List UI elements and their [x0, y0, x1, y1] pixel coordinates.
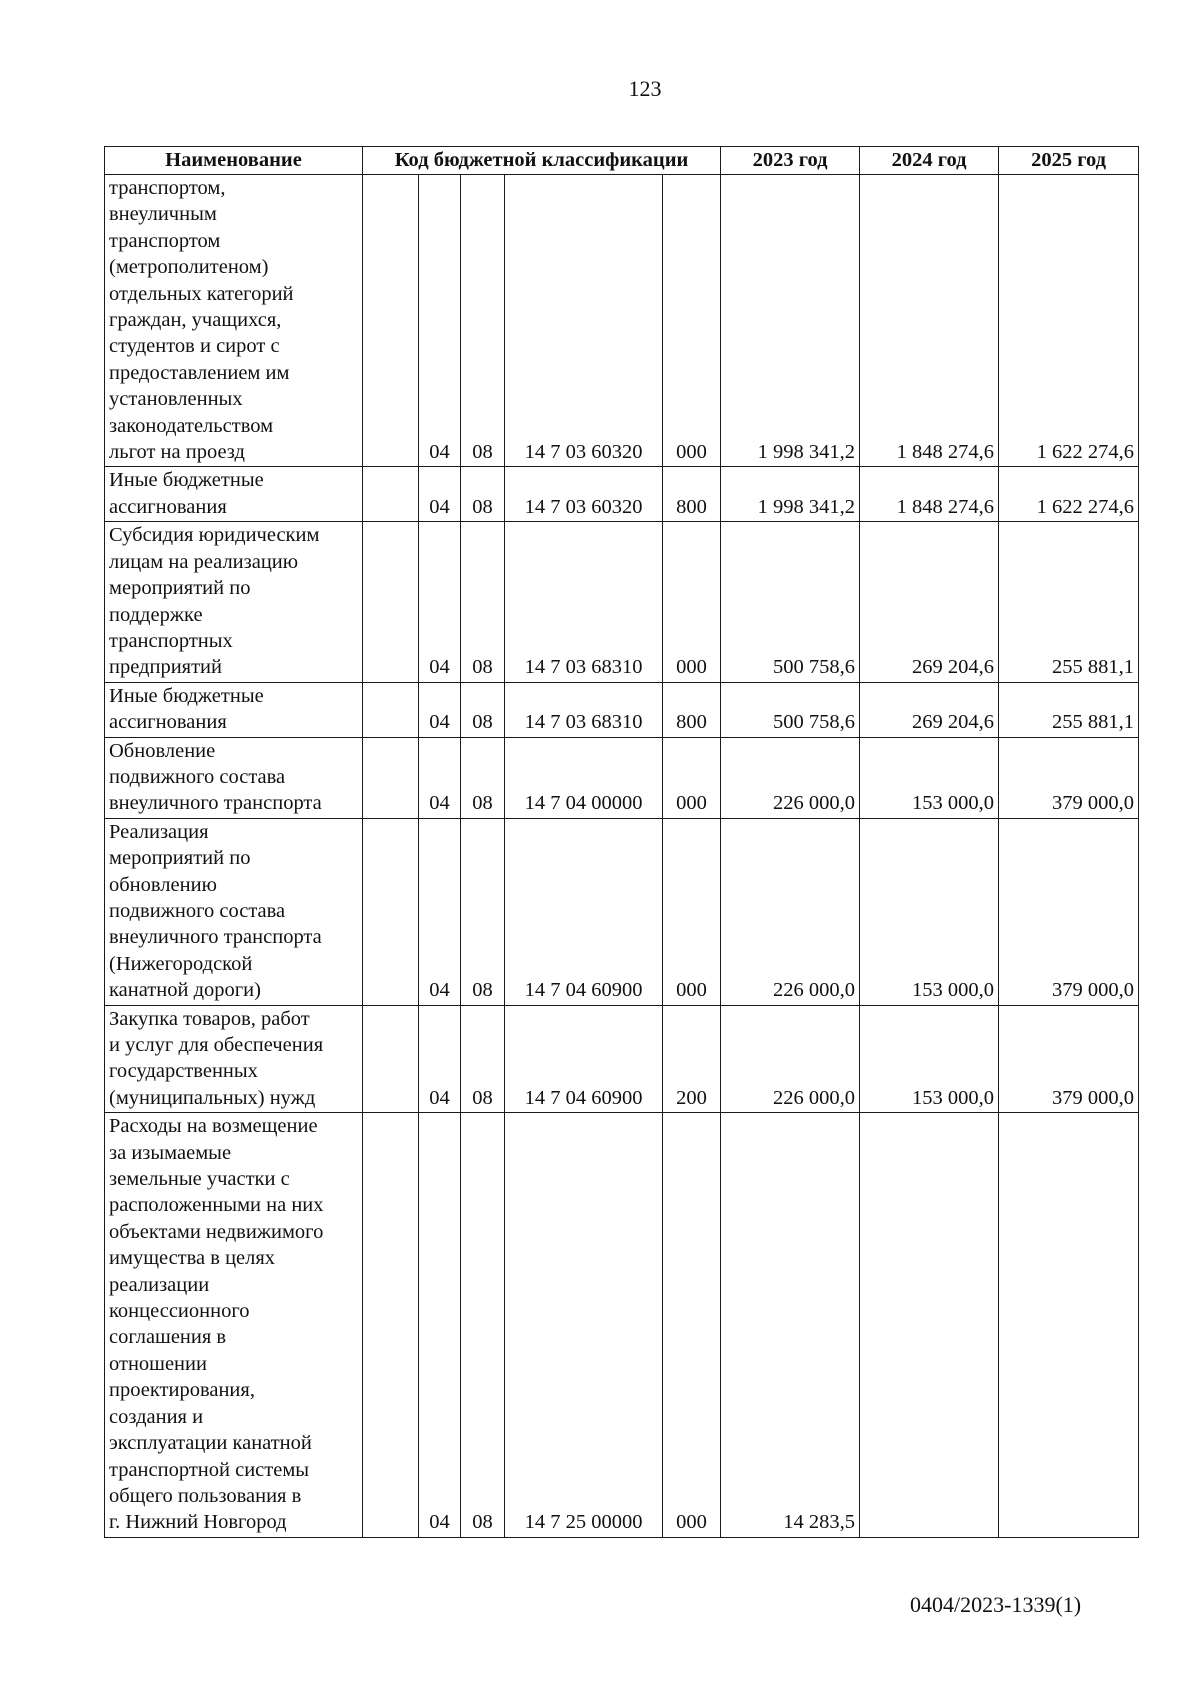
cell-code-expense-type: 200 [663, 1005, 721, 1113]
cell-amount-2024: 1 848 274,6 [860, 175, 999, 467]
cell-amount-2024: 269 204,6 [860, 522, 999, 682]
cell-code-chapter: 04 [419, 818, 461, 1005]
cell-code-expense-type: 800 [663, 467, 721, 522]
cell-code-expense-type: 000 [663, 1113, 721, 1538]
cell-name: Иные бюджетные ассигнования [105, 682, 363, 737]
cell-code-target: 14 7 03 68310 [505, 522, 663, 682]
cell-amount-2024: 1 848 274,6 [860, 467, 999, 522]
cell-code-expense-type: 000 [663, 818, 721, 1005]
cell-amount-2024: 153 000,0 [860, 1005, 999, 1113]
cell-code-target: 14 7 03 60320 [505, 175, 663, 467]
document-number: 0404/2023-1339(1) [910, 1592, 1082, 1617]
cell-code-chapter: 04 [419, 175, 461, 467]
header-2023: 2023 год [721, 147, 860, 175]
cell-code-section [363, 175, 419, 467]
cell-code-chapter: 04 [419, 737, 461, 818]
cell-code-target: 14 7 03 60320 [505, 467, 663, 522]
cell-code-chapter: 04 [419, 1005, 461, 1113]
cell-code-expense-type: 000 [663, 522, 721, 682]
cell-code-expense-type: 800 [663, 682, 721, 737]
cell-name: Обновление подвижного состава внеуличного транспорта [105, 737, 363, 818]
cell-amount-2024: 153 000,0 [860, 737, 999, 818]
cell-name: Субсидия юридическим лицам на реализацию мероприятий по поддержке транспортных предприятий [105, 522, 363, 682]
cell-code-section [363, 682, 419, 737]
cell-code-expense-type: 000 [663, 737, 721, 818]
cell-code-subsection: 08 [461, 1113, 505, 1538]
cell-amount-2023: 226 000,0 [721, 1005, 860, 1113]
cell-amount-2025: 379 000,0 [999, 1005, 1139, 1113]
cell-code-chapter: 04 [419, 467, 461, 522]
page-number: 123 [628, 76, 662, 101]
table-row [105, 1005, 1139, 1113]
cell-code-chapter: 04 [419, 1113, 461, 1538]
cell-amount-2025 [999, 1113, 1139, 1538]
cell-code-subsection: 08 [461, 737, 505, 818]
cell-code-subsection: 08 [461, 467, 505, 522]
cell-amount-2025: 1 622 274,6 [999, 467, 1139, 522]
cell-code-subsection: 08 [461, 682, 505, 737]
cell-code-chapter: 04 [419, 522, 461, 682]
cell-code-subsection: 08 [461, 1005, 505, 1113]
header-name: Наименование [105, 147, 363, 175]
table-row [105, 522, 1139, 682]
cell-code-target: 14 7 04 00000 [505, 737, 663, 818]
cell-code-chapter: 04 [419, 682, 461, 737]
cell-name: Реализация мероприятий по обновлению подвижного состава внеуличного транспорта (Нижегородской канатной дороги) [105, 818, 363, 1005]
cell-code-target: 14 7 04 60900 [505, 818, 663, 1005]
table-row [105, 818, 1139, 1005]
cell-amount-2023: 500 758,6 [721, 682, 860, 737]
cell-code-target: 14 7 25 00000 [505, 1113, 663, 1538]
cell-amount-2025: 255 881,1 [999, 682, 1139, 737]
cell-amount-2023: 226 000,0 [721, 737, 860, 818]
cell-amount-2023: 226 000,0 [721, 818, 860, 1005]
cell-code-section [363, 1113, 419, 1538]
cell-code-target: 14 7 04 60900 [505, 1005, 663, 1113]
cell-amount-2025: 379 000,0 [999, 818, 1139, 1005]
cell-amount-2023: 14 283,5 [721, 1113, 860, 1538]
cell-amount-2023: 1 998 341,2 [721, 467, 860, 522]
cell-name: транспортом, внеуличным транспортом (метрополитеном) отдельных категорий граждан, учащихся, студентов и сирот с предоставлением им установленных законодательством льгот на проезд [105, 175, 363, 467]
header-code: Код бюджетной классификации [363, 147, 721, 175]
table-row [105, 467, 1139, 522]
cell-amount-2024: 269 204,6 [860, 682, 999, 737]
table-body [105, 175, 1139, 1538]
cell-code-subsection: 08 [461, 818, 505, 1005]
cell-code-section [363, 1005, 419, 1113]
cell-name: Расходы на возмещение за изымаемые земельные участки с расположенными на них объектами недвижимого имущества в целях реализации концессионного соглашения в отношении проектирования, создания и эксплуатации канатной транспортной системы общего пользования в г. Нижний Новгород [105, 1113, 363, 1538]
table-row [105, 1113, 1139, 1538]
cell-amount-2023: 500 758,6 [721, 522, 860, 682]
cell-amount-2025: 379 000,0 [999, 737, 1139, 818]
cell-amount-2023: 1 998 341,2 [721, 175, 860, 467]
cell-code-section [363, 522, 419, 682]
table-row [105, 737, 1139, 818]
cell-code-target: 14 7 03 68310 [505, 682, 663, 737]
cell-name: Закупка товаров, работ и услуг для обеспечения государственных (муниципальных) нужд [105, 1005, 363, 1113]
cell-code-expense-type: 000 [663, 175, 721, 467]
cell-amount-2024 [860, 1113, 999, 1538]
cell-code-section [363, 467, 419, 522]
header-2024: 2024 год [860, 147, 999, 175]
cell-amount-2024: 153 000,0 [860, 818, 999, 1005]
cell-name: Иные бюджетные ассигнования [105, 467, 363, 522]
cell-amount-2025: 1 622 274,6 [999, 175, 1139, 467]
header-2025: 2025 год [999, 147, 1139, 175]
budget-table [104, 146, 1139, 1538]
table-row [105, 682, 1139, 737]
cell-amount-2025: 255 881,1 [999, 522, 1139, 682]
cell-code-subsection: 08 [461, 522, 505, 682]
table-header-row [105, 147, 1139, 175]
cell-code-section [363, 818, 419, 1005]
cell-code-subsection: 08 [461, 175, 505, 467]
table-row [105, 175, 1139, 467]
cell-code-section [363, 737, 419, 818]
